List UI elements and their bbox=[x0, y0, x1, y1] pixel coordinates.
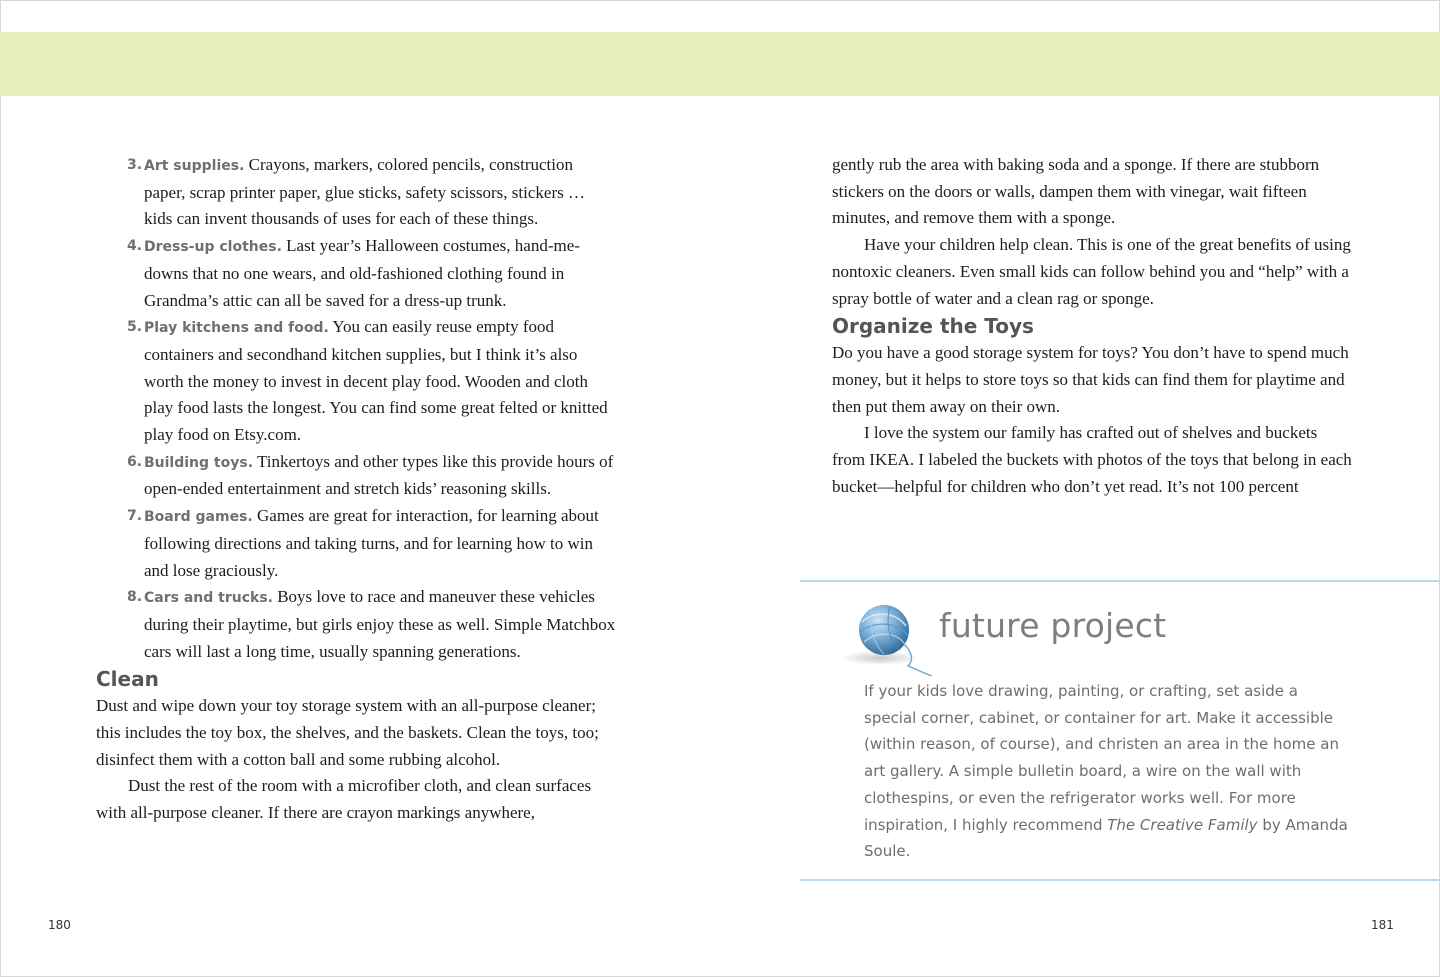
continued-paragraph: gently rub the area with baking soda and a sponge. If there are stubborn stickers on the doors or walls, dampen them with vinegar, wait fifteen minutes, and remove them with a sponge. bbox=[832, 155, 1320, 228]
help-clean-paragraph: Have your children help clean. This is one of the great benefits of using nontoxic cleaners. Even small kids can follow behind you and “help” with a spray bottle of water and a clean rag or sponge. bbox=[832, 235, 1351, 308]
list-item bbox=[96, 449, 616, 503]
future-project-title: future project bbox=[939, 606, 1167, 645]
page-number-right: 181 bbox=[1371, 918, 1394, 932]
list-lead: Play kitchens and food. bbox=[144, 320, 329, 337]
list-text: You can easily reuse empty food containers and secondhand kitchen supplies, but I think it’s also worth the money to invest in decent play food. Wooden and cloth play food lasts the longest. You can find some great felted or knitted play food on Etsy.com. bbox=[144, 317, 608, 445]
clean-heading: Clean bbox=[96, 667, 159, 692]
list-text: Crayons, markers, colored pencils, construction paper, scrap printer paper, glue sticks, safety scissors, stickers … kids can invent thousands of uses for each of these things. bbox=[144, 155, 585, 229]
organize-paragraph-1: Do you have a good storage system for toys? You don’t have to spend much money, but it helps to store toys so that kids can find them for playtime and then put them away on their own. bbox=[832, 343, 1349, 416]
sidebar-bottom-rule bbox=[800, 879, 1440, 881]
list-lead: Dress-up clothes. bbox=[144, 239, 282, 256]
list-number: 4. bbox=[127, 238, 143, 255]
list-item bbox=[96, 503, 616, 584]
list-number: 3. bbox=[127, 157, 143, 173]
list-lead: Cars and trucks. bbox=[144, 590, 273, 607]
header-band bbox=[0, 32, 1440, 96]
list-text: Boys love to race and maneuver these vehicles during their playtime, but girls enjoy these as well. Simple Matchbox cars will last a long time, usually spanning generations. bbox=[144, 587, 616, 661]
page-number-left: 180 bbox=[48, 918, 71, 932]
list-number: 6. bbox=[127, 453, 143, 470]
clean-paragraph-2: Dust the rest of the room with a microfiber cloth, and clean surfaces with all-purpose cleaner. If there are crayon markings anywhere, bbox=[96, 776, 592, 823]
future-project-text-main: If your kids love drawing, painting, or crafting, set aside a special corner, cabinet, or container for art. Make it accessible (within reason, of course), and christen an area in the home an art gallery. A simple bulletin board, a wire on the wall with clothespins, or even the refrigerator works well. For more inspiration, I highly recommend bbox=[864, 682, 1339, 834]
future-project-text-end: by Amanda Soule. bbox=[864, 815, 1348, 861]
future-project-text bbox=[864, 678, 1354, 865]
list-item bbox=[96, 152, 616, 233]
organize-toys-heading: Organize the Toys bbox=[832, 314, 1034, 339]
list-lead: Board games. bbox=[144, 509, 253, 526]
list-number: 5. bbox=[127, 319, 143, 336]
list-item bbox=[96, 584, 616, 665]
list-item bbox=[96, 314, 616, 449]
yarn-ball-icon bbox=[828, 596, 938, 676]
list-item bbox=[96, 233, 616, 314]
organize-paragraph-2: I love the system our family has crafted out of shelves and buckets from IKEA. I labeled the buckets with photos of the toys that belong in each bucket—helpful for children who don’t yet read. It’s not 100 percent bbox=[832, 423, 1352, 496]
book-title: The Creative Family bbox=[1107, 815, 1258, 834]
list-text: Last year’s Halloween costumes, hand-me-downs that no one wears, and old-fashioned clothing found in Grandma’s attic can all be saved for a dress-up trunk. bbox=[144, 236, 580, 310]
list-text: Tinkertoys and other types like this provide hours of open-ended entertainment and stretch kids’ reasoning skills. bbox=[144, 451, 614, 499]
list-lead: Building toys. bbox=[144, 454, 254, 471]
list-text: Games are great for interaction, for learning about following directions and taking turns, and for learning how to win and lose graciously. bbox=[144, 506, 599, 580]
list-number: 8. bbox=[127, 589, 143, 606]
right-page-column bbox=[832, 152, 1352, 500]
future-project-box bbox=[800, 582, 1440, 878]
list-number: 7. bbox=[127, 508, 143, 525]
clean-paragraph-1: Dust and wipe down your toy storage system with an all-purpose cleaner; this includes the toy box, the shelves, and the baskets. Clean the toys, too; disinfect them with a cotton ball and some rubbing alcohol. bbox=[96, 696, 599, 769]
left-page-column bbox=[96, 152, 616, 827]
list-lead: Art supplies. bbox=[144, 158, 245, 174]
numbered-list bbox=[96, 152, 616, 665]
